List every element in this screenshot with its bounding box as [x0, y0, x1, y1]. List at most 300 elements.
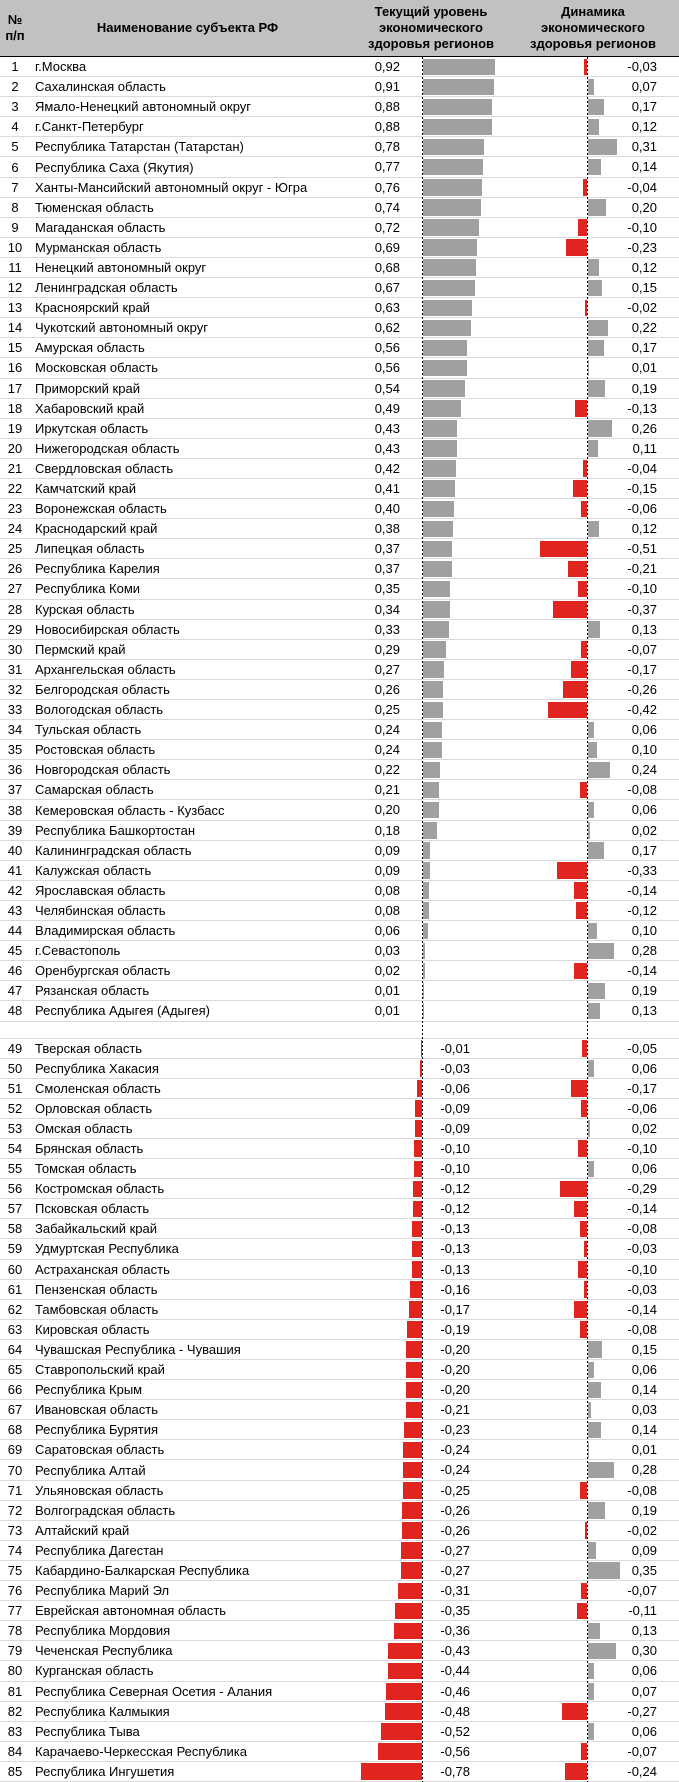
current-level-cell [345, 881, 517, 900]
row-rank: 17 [7, 380, 23, 396]
row-rank: 47 [7, 983, 23, 999]
row-rank: 58 [7, 1221, 23, 1237]
table-row[interactable] [0, 1179, 679, 1199]
current-value: -0,10 [440, 1140, 470, 1156]
table-row[interactable] [0, 1199, 679, 1219]
current-value: 0,18 [374, 822, 400, 838]
current-level-cell [345, 77, 517, 96]
dynamics-value: -0,29 [627, 1181, 657, 1197]
current-level-cell [345, 479, 517, 498]
current-level-cell [345, 1682, 517, 1701]
table-row[interactable] [0, 1702, 679, 1722]
dynamics-cell [517, 298, 679, 317]
table-row[interactable] [0, 499, 679, 519]
current-value: -0,24 [440, 1442, 470, 1458]
row-region: Сахалинская область [35, 79, 166, 95]
dynamics-cell [517, 1762, 679, 1781]
row-rank: 53 [7, 1120, 23, 1136]
current-level-bar [403, 1442, 422, 1459]
dynamics-bar [580, 1482, 587, 1499]
current-level-cell [345, 258, 517, 277]
dynamics-bar [588, 1341, 602, 1358]
dynamics-bar [563, 681, 587, 698]
dynamics-cell [517, 1260, 679, 1279]
current-level-bar [414, 1161, 422, 1178]
dynamics-cell [517, 1621, 679, 1640]
row-rank: 48 [7, 1003, 23, 1019]
current-level-bar [401, 1562, 422, 1579]
table-row[interactable] [0, 800, 679, 820]
table-row[interactable] [0, 1440, 679, 1460]
table-row[interactable] [0, 1079, 679, 1099]
table-row[interactable] [0, 1621, 679, 1641]
dynamics-value: -0,06 [627, 1100, 657, 1116]
current-level-bar [407, 1321, 422, 1338]
dynamics-cell [517, 499, 679, 518]
dynamics-cell [517, 1300, 679, 1319]
table-row[interactable] [0, 479, 679, 499]
current-value: -0,09 [440, 1120, 470, 1136]
row-rank: 36 [7, 762, 23, 778]
current-level-cell [345, 981, 517, 1000]
dynamics-bar [540, 541, 587, 558]
current-level-cell [345, 800, 517, 819]
table-row[interactable] [0, 600, 679, 620]
current-level-bar [423, 802, 439, 819]
current-level-cell [345, 439, 517, 458]
dynamics-value: -0,12 [627, 902, 657, 918]
current-level-cell [345, 1501, 517, 1520]
current-level-bar [423, 440, 457, 457]
current-level-cell [345, 278, 517, 297]
row-rank: 26 [7, 561, 23, 577]
table-row[interactable] [0, 760, 679, 780]
dynamics-cell [517, 1440, 679, 1459]
dynamics-cell [517, 1722, 679, 1741]
row-region: Красноярский край [35, 300, 150, 316]
table-row[interactable] [0, 459, 679, 479]
dynamics-bar [588, 1623, 600, 1640]
row-rank: 64 [7, 1341, 23, 1357]
current-level-bar [403, 1462, 422, 1479]
row-region: Республика Хакасия [35, 1060, 159, 1076]
dynamics-cell [517, 680, 679, 699]
table-row[interactable] [0, 961, 679, 981]
table-row[interactable] [0, 941, 679, 961]
row-region: Вологодская область [35, 702, 164, 718]
dynamics-cell [517, 1561, 679, 1580]
row-rank: 60 [7, 1261, 23, 1277]
current-level-cell [345, 1742, 517, 1761]
table-row[interactable] [0, 238, 679, 258]
dynamics-value: 0,17 [631, 99, 657, 115]
table-row[interactable] [0, 1039, 679, 1059]
row-rank: 75 [7, 1562, 23, 1578]
dynamics-value: 0,06 [631, 722, 657, 738]
table-row[interactable] [0, 358, 679, 378]
table-row[interactable] [0, 338, 679, 358]
table-row[interactable] [0, 1239, 679, 1259]
row-region: Свердловская область [35, 460, 174, 476]
table-row[interactable] [0, 1501, 679, 1521]
current-level-cell [345, 821, 517, 840]
row-region: Алтайский край [35, 1522, 130, 1538]
current-value: 0,88 [374, 119, 400, 135]
dynamics-bar [588, 99, 604, 116]
dynamics-value: 0,20 [631, 199, 657, 215]
current-level-cell [345, 358, 517, 377]
row-region: Краснодарский край [35, 521, 158, 537]
dynamics-value: -0,17 [627, 1080, 657, 1096]
row-rank: 77 [7, 1603, 23, 1619]
dynamics-cell [517, 640, 679, 659]
table-row[interactable] [0, 1099, 679, 1119]
header-region-label: Наименование субъекта РФ [96, 20, 279, 35]
dynamics-value: -0,07 [627, 641, 657, 657]
row-region: Омская область [35, 1120, 133, 1136]
table-row[interactable] [0, 780, 679, 800]
dynamics-bar [573, 480, 587, 497]
row-rank: 43 [7, 902, 23, 918]
row-region: Хабаровский край [35, 400, 145, 416]
table-row[interactable] [0, 1260, 679, 1280]
current-value: 0,56 [374, 340, 400, 356]
table-row[interactable] [0, 439, 679, 459]
dynamics-value: -0,14 [627, 1201, 657, 1217]
dynamics-bar [574, 1201, 587, 1218]
dynamics-bar [588, 1723, 594, 1740]
table-row[interactable] [0, 680, 679, 700]
current-value: -0,25 [440, 1482, 470, 1498]
row-region: Республика Алтай [35, 1462, 146, 1478]
row-rank: 13 [7, 300, 23, 316]
current-level-bar [423, 159, 483, 176]
dynamics-cell [517, 559, 679, 578]
table-row[interactable] [0, 901, 679, 921]
current-value: 0,33 [374, 621, 400, 637]
dynamics-cell [517, 97, 679, 116]
table-row[interactable] [0, 157, 679, 177]
dynamics-value: 0,11 [632, 440, 657, 456]
dynamics-cell [517, 1541, 679, 1560]
dynamics-value: 0,14 [631, 1422, 657, 1438]
table-row[interactable] [0, 821, 679, 841]
dynamics-bar [588, 722, 594, 739]
table-row[interactable] [0, 1159, 679, 1179]
table-row[interactable] [0, 1340, 679, 1360]
dynamics-value: 0,19 [631, 380, 657, 396]
row-region: Удмуртская Республика [35, 1241, 179, 1257]
dynamics-bar [566, 239, 587, 256]
dynamics-cell [517, 157, 679, 176]
table-row[interactable] [0, 258, 679, 278]
table-row[interactable] [0, 519, 679, 539]
table-row[interactable] [0, 1400, 679, 1420]
current-value: 0,03 [374, 943, 400, 959]
dynamics-cell [517, 1661, 679, 1680]
current-value: -0,06 [440, 1080, 470, 1096]
table-row[interactable] [0, 1119, 679, 1139]
table-row[interactable] [0, 117, 679, 137]
table-row[interactable] [0, 137, 679, 157]
dynamics-value: -0,08 [627, 782, 657, 798]
table-row[interactable] [0, 278, 679, 298]
table-row[interactable] [0, 318, 679, 338]
current-level-bar [423, 59, 495, 76]
table-row[interactable] [0, 620, 679, 640]
table-row[interactable] [0, 660, 679, 680]
dynamics-value: 0,31 [631, 139, 657, 155]
row-region: г.Санкт-Петербург [35, 119, 144, 135]
row-region: Тамбовская область [35, 1301, 159, 1317]
table-row[interactable] [0, 1360, 679, 1380]
table-row[interactable] [0, 1521, 679, 1541]
table-row[interactable] [0, 579, 679, 599]
dynamics-cell [517, 780, 679, 799]
table-row[interactable] [0, 298, 679, 318]
table-row[interactable] [0, 1320, 679, 1340]
dynamics-value: -0,05 [627, 1040, 657, 1056]
dynamics-bar [588, 983, 605, 1000]
row-rank: 32 [7, 681, 23, 697]
current-value: 0,63 [374, 300, 400, 316]
row-rank: 69 [7, 1442, 23, 1458]
current-value: -0,23 [440, 1422, 470, 1438]
dynamics-value: -0,14 [627, 882, 657, 898]
row-rank: 62 [7, 1301, 23, 1317]
current-value: -0,12 [440, 1181, 470, 1197]
dynamics-cell [517, 579, 679, 598]
table-row[interactable] [0, 419, 679, 439]
dynamics-bar [588, 1161, 594, 1178]
table-row[interactable] [0, 841, 679, 861]
row-rank: 59 [7, 1241, 23, 1257]
dynamics-cell [517, 620, 679, 639]
row-rank: 63 [7, 1321, 23, 1337]
row-rank: 10 [7, 239, 23, 255]
row-rank: 14 [7, 320, 23, 336]
table-row[interactable] [0, 1300, 679, 1320]
current-value: 0,72 [374, 219, 400, 235]
dynamics-bar [565, 1763, 587, 1780]
table-row[interactable] [0, 198, 679, 218]
table-row[interactable] [0, 1380, 679, 1400]
current-level-cell [345, 218, 517, 237]
dynamics-bar [588, 360, 589, 377]
table-row[interactable] [0, 1682, 679, 1702]
header-rank-label: № п/п [5, 12, 25, 43]
current-level-cell [345, 680, 517, 699]
table-row[interactable] [0, 1059, 679, 1079]
table-row[interactable] [0, 178, 679, 198]
dynamics-value: -0,04 [627, 179, 657, 195]
current-value: -0,20 [440, 1341, 470, 1357]
table-row[interactable] [0, 57, 679, 77]
row-rank: 51 [7, 1080, 23, 1096]
dynamics-value: -0,10 [627, 581, 657, 597]
current-value: 0,56 [374, 360, 400, 376]
dynamics-cell [517, 178, 679, 197]
dynamics-value: 0,10 [631, 742, 657, 758]
current-level-bar [413, 1201, 422, 1218]
row-region: Республика Марий Эл [35, 1583, 170, 1599]
dynamics-cell [517, 1360, 679, 1379]
row-rank: 68 [7, 1422, 23, 1438]
table-row[interactable] [0, 77, 679, 97]
current-level-bar [406, 1362, 422, 1379]
row-rank: 18 [7, 400, 23, 416]
dynamics-bar [580, 1221, 587, 1238]
current-level-bar [423, 601, 450, 618]
dynamics-bar [571, 1080, 587, 1097]
dynamics-value: 0,02 [631, 1120, 657, 1136]
dynamics-bar [588, 1663, 594, 1680]
dynamics-cell [517, 1702, 679, 1721]
dynamics-bar [588, 802, 594, 819]
row-rank: 28 [7, 601, 23, 617]
current-level-cell [345, 1280, 517, 1299]
dynamics-cell [517, 238, 679, 257]
current-level-bar [423, 280, 475, 297]
table-row[interactable] [0, 861, 679, 881]
row-region: Ульяновская область [35, 1482, 164, 1498]
table-row[interactable] [0, 720, 679, 740]
row-region: Иркутская область [35, 420, 149, 436]
table-row[interactable] [0, 1001, 679, 1021]
dynamics-value: 0,06 [631, 1723, 657, 1739]
row-region: Костромская область [35, 1181, 165, 1197]
dynamics-bar [588, 762, 610, 779]
dynamics-cell [517, 1001, 679, 1020]
current-level-cell [345, 1159, 517, 1178]
current-level-bar [423, 139, 484, 156]
current-level-bar [398, 1583, 422, 1600]
row-rank: 54 [7, 1141, 23, 1157]
dynamics-bar [576, 902, 587, 919]
row-rank: 44 [7, 923, 23, 939]
dynamics-cell [517, 1219, 679, 1238]
row-region: Липецкая область [35, 541, 145, 557]
table-row[interactable] [0, 700, 679, 720]
current-level-cell [345, 640, 517, 659]
table-row[interactable] [0, 1561, 679, 1581]
row-region: Орловская область [35, 1100, 153, 1116]
current-level-cell [345, 1702, 517, 1721]
current-level-cell [345, 1059, 517, 1078]
table-row[interactable] [0, 1661, 679, 1681]
current-level-bar [423, 902, 429, 919]
dynamics-cell [517, 459, 679, 478]
table-row[interactable] [0, 981, 679, 1001]
current-level-bar [423, 119, 492, 136]
dynamics-cell [517, 1420, 679, 1439]
row-rank: 2 [11, 79, 19, 95]
dynamics-bar [553, 601, 587, 618]
table-row[interactable] [0, 640, 679, 660]
dynamics-value: -0,14 [627, 1301, 657, 1317]
dynamics-value: 0,06 [631, 1161, 657, 1177]
dynamics-cell [517, 278, 679, 297]
dynamics-cell [517, 1199, 679, 1218]
table-row[interactable] [0, 97, 679, 117]
row-region: Республика Калмыкия [35, 1703, 170, 1719]
current-level-cell [345, 157, 517, 176]
dynamics-bar [588, 420, 612, 437]
dynamics-value: -0,02 [627, 300, 657, 316]
row-region: Астраханская область [35, 1261, 170, 1277]
dynamics-value: -0,08 [627, 1221, 657, 1237]
dynamics-cell [517, 1400, 679, 1419]
table-row[interactable] [0, 1722, 679, 1742]
current-value: 0,88 [374, 99, 400, 115]
dynamics-bar [588, 1003, 600, 1020]
row-region: Забайкальский край [35, 1221, 158, 1237]
current-value: -0,35 [440, 1603, 470, 1619]
row-rank: 83 [7, 1723, 23, 1739]
current-level-cell [345, 1400, 517, 1419]
table-row[interactable] [0, 559, 679, 579]
table-row[interactable] [0, 1601, 679, 1621]
table-row[interactable] [0, 399, 679, 419]
table-row[interactable] [0, 1762, 679, 1782]
current-level-cell [345, 1260, 517, 1279]
table-row[interactable] [0, 539, 679, 559]
table-row[interactable] [0, 1641, 679, 1661]
current-level-bar [423, 722, 442, 739]
dynamics-value: 0,12 [631, 119, 657, 135]
row-rank: 3 [11, 99, 19, 115]
current-level-bar [412, 1261, 422, 1278]
current-value: 0,29 [374, 641, 400, 657]
table-row[interactable] [0, 1581, 679, 1601]
current-value: -0,03 [440, 1060, 470, 1076]
table-row[interactable] [0, 379, 679, 399]
dynamics-value: 0,14 [631, 159, 657, 175]
table-row[interactable] [0, 921, 679, 941]
current-level-bar [406, 1402, 422, 1419]
table-row[interactable] [0, 1139, 679, 1159]
current-level-cell [345, 1219, 517, 1238]
current-value: 0,69 [374, 239, 400, 255]
table-row[interactable] [0, 1420, 679, 1440]
dynamics-value: -0,51 [627, 541, 657, 557]
table-row[interactable] [0, 1460, 679, 1480]
current-value: -0,46 [440, 1683, 470, 1699]
current-level-cell [345, 620, 517, 639]
current-level-cell [345, 1481, 517, 1500]
table-row[interactable] [0, 1280, 679, 1300]
table-row[interactable] [0, 1219, 679, 1239]
current-level-bar [423, 842, 430, 859]
table-row[interactable] [0, 1742, 679, 1762]
row-rank: 49 [7, 1040, 23, 1056]
table-row[interactable] [0, 218, 679, 238]
table-row[interactable] [0, 881, 679, 901]
dynamics-value: 0,14 [631, 1382, 657, 1398]
row-rank: 70 [7, 1462, 23, 1478]
table-row[interactable] [0, 1541, 679, 1561]
dynamics-cell [517, 379, 679, 398]
table-row[interactable] [0, 740, 679, 760]
current-value: -0,31 [440, 1583, 470, 1599]
dynamics-cell [517, 1320, 679, 1339]
table-row[interactable] [0, 1481, 679, 1501]
row-region: Волгоградская область [35, 1502, 176, 1518]
row-rank: 7 [11, 179, 19, 195]
dynamics-cell [517, 1521, 679, 1540]
current-level-bar [423, 661, 444, 678]
current-level-bar [423, 541, 452, 558]
